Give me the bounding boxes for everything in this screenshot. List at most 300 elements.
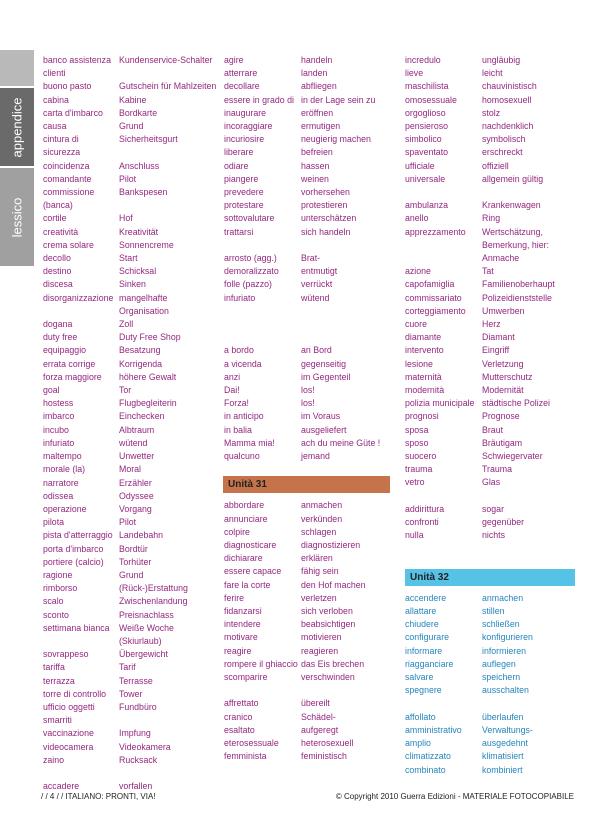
german-translation: in der Lage sein zu [301, 94, 376, 105]
vocab-entry [224, 54, 390, 67]
german-translation: eröffnen [301, 107, 334, 118]
german-translation: Landebahn [119, 530, 164, 541]
vocab-entry [224, 592, 390, 605]
column-2 [224, 54, 390, 763]
german-translation: Bankspesen [119, 187, 168, 198]
vocab-entry [405, 146, 575, 159]
vocab-entry [405, 618, 575, 631]
german-translation: erklären [301, 553, 333, 564]
vocab-entry [224, 671, 390, 684]
german-translation: ermutigen [301, 121, 341, 132]
italian-term: cuore [405, 319, 428, 330]
vocab-entry [224, 410, 390, 423]
vocab-entry [43, 186, 223, 212]
german-translation: konfigurieren [482, 632, 533, 643]
italian-term: decollo [43, 253, 71, 264]
german-translation: allgemein gültig [482, 173, 544, 184]
german-translation: anmachen [301, 500, 343, 511]
german-translation: neugierig machen [301, 134, 371, 145]
italian-term: simbolico [405, 134, 442, 145]
german-translation: Verletzung [482, 358, 524, 369]
vocab-entry [43, 239, 223, 252]
italian-term: modernità [405, 385, 445, 396]
vocab-entry [43, 384, 223, 397]
italian-term: annunciare [224, 513, 268, 524]
vocab-entry [224, 226, 390, 239]
vocab-entry [224, 450, 390, 463]
italian-term: Mamma mia! [224, 437, 275, 448]
italian-term: disorganizzazione [43, 292, 114, 303]
side-tab-lessico[interactable] [0, 168, 34, 266]
italian-term: pensieroso [405, 121, 449, 132]
italian-term: affollato [405, 711, 436, 722]
italian-term: equipaggio [43, 345, 87, 356]
german-translation: jemand [301, 451, 330, 462]
footer [41, 792, 574, 801]
italian-term: lieve [405, 68, 424, 79]
footer-copyright: © Copyright 2010 Guerra Edizioni - MATERIALE FOTOCOPIABILE [335, 792, 574, 801]
vocab-entry [224, 146, 390, 159]
vocab-entry [405, 764, 575, 777]
italian-term: trattarsi [224, 226, 254, 237]
german-translation: den Hof machen [301, 579, 366, 590]
german-translation: entmutigt [301, 266, 338, 277]
german-translation: sogar [482, 503, 505, 514]
german-translation: Trauma [482, 464, 512, 475]
italian-term: fidanzarsi [224, 606, 262, 617]
german-translation: motivieren [301, 632, 342, 643]
vocab-entry [43, 582, 223, 595]
vocab-entry [224, 618, 390, 631]
german-translation: sich handeln [301, 226, 351, 237]
german-translation: verrückt [301, 279, 333, 290]
vocab-entry [43, 661, 223, 674]
vocab-entry [405, 410, 575, 423]
vocab-entry [405, 463, 575, 476]
german-translation: Gutschein für Mahlzeiten [119, 81, 217, 92]
italian-term: polizia municipale [405, 398, 475, 409]
german-translation: ausgedehnt [482, 738, 528, 749]
italian-term: demoralizzato [224, 266, 279, 277]
vocab-entry [405, 371, 575, 384]
german-translation: Besatzung [119, 345, 161, 356]
vocab-group-expressions [224, 344, 390, 463]
german-translation: beabsichtigen [301, 619, 356, 630]
german-translation: Tower [119, 688, 143, 699]
german-translation: nachdenklich [482, 121, 534, 132]
vocab-entry [224, 173, 390, 186]
vocab-entry [43, 556, 223, 569]
german-translation: Krankenwagen [482, 200, 541, 211]
vocab-entry [224, 539, 390, 552]
german-translation: Eingriff [482, 345, 510, 356]
italian-term: terrazza [43, 675, 75, 686]
italian-term: cabina [43, 94, 69, 105]
vocab-entry [405, 658, 575, 671]
german-translation: hassen [301, 160, 330, 171]
italian-term: carta d'imbarco [43, 107, 103, 118]
german-translation: Vorgang [119, 503, 152, 514]
vocab-entry [224, 565, 390, 578]
vocab-entry [43, 569, 223, 582]
german-translation: homosexuell [482, 94, 532, 105]
german-translation: Wertschätzung, Bemerkung, hier: Anmache [482, 226, 549, 264]
german-translation: Erzähler [119, 477, 152, 488]
german-translation: auflegen [482, 658, 516, 669]
side-tab-lessico-label: lessico [9, 197, 25, 237]
vocab-entry [224, 67, 390, 80]
vocab-entry [43, 358, 223, 371]
italian-term: causa [43, 121, 67, 132]
vocab-entry [43, 133, 223, 159]
vocab-entry [405, 450, 575, 463]
italian-term: sconto [43, 609, 69, 620]
german-translation: Grund [119, 569, 144, 580]
vocab-entry [43, 212, 223, 225]
vocab-entry [224, 499, 390, 512]
german-translation: symbolisch [482, 134, 526, 145]
italian-term: sposa [405, 424, 429, 435]
italian-term: errata corrige [43, 358, 96, 369]
italian-term: pilota [43, 517, 65, 528]
vocab-entry [43, 490, 223, 503]
vocab-entry [405, 397, 575, 410]
german-translation: Kreativität [119, 226, 159, 237]
vocab-entry [43, 107, 223, 120]
german-translation: sich verloben [301, 606, 353, 617]
german-translation: Moral [119, 464, 141, 475]
italian-term: torre di controllo [43, 688, 107, 699]
german-translation: feministisch [301, 751, 347, 762]
german-translation: los! [301, 385, 315, 396]
italian-term: dogana [43, 319, 73, 330]
vocab-entry [43, 318, 223, 331]
vocab-entry [224, 724, 390, 737]
vocab-entry [43, 648, 223, 661]
vocab-entry [405, 226, 575, 266]
vocab-entry [224, 278, 390, 291]
vocab-group-nouns [405, 199, 575, 489]
vocab-entry [43, 529, 223, 542]
italian-term: accendere [405, 592, 447, 603]
italian-term: nulla [405, 530, 424, 541]
italian-term: cortile [43, 213, 67, 224]
vocab-entry [43, 265, 223, 278]
german-translation: vorfallen [119, 781, 153, 792]
italian-term: protestare [224, 200, 264, 211]
german-translation: Herz [482, 319, 501, 330]
italian-term: forza maggiore [43, 371, 102, 382]
vocab-entry [405, 305, 575, 318]
german-translation: informieren [482, 645, 527, 656]
italian-term: azione [405, 266, 431, 277]
vocab-entry [405, 292, 575, 305]
german-translation: Duty Free Shop [119, 332, 181, 343]
vocab-entry [224, 579, 390, 592]
italian-term: maltempo [43, 451, 82, 462]
italian-term: Dai! [224, 385, 240, 396]
vocab-entry [405, 199, 575, 212]
vocab-entry [405, 384, 575, 397]
italian-term: scomparire [224, 672, 268, 683]
german-translation: Pilot [119, 173, 137, 184]
italian-term: reagire [224, 645, 252, 656]
german-translation: überlaufen [482, 711, 524, 722]
vocab-entry [43, 120, 223, 133]
vocab-entry [43, 344, 223, 357]
italian-term: agire [224, 55, 244, 65]
vocab-entry [43, 675, 223, 688]
italian-term: rompere il ghiaccio [224, 658, 298, 669]
german-translation: Korrigenda [119, 358, 163, 369]
italian-term: comandante [43, 173, 92, 184]
vocab-entry [43, 503, 223, 516]
italian-term: fare la corte [224, 579, 271, 590]
italian-term: narratore [43, 477, 79, 488]
vocab-entry [405, 631, 575, 644]
italian-term: ambulanza [405, 200, 449, 211]
vocab-entry [405, 54, 575, 67]
vocab-entry [43, 160, 223, 173]
italian-term: settimana bianca [43, 622, 110, 633]
vocab-entry [43, 595, 223, 608]
german-translation: los! [301, 398, 315, 409]
italian-term: suocero [405, 451, 437, 462]
german-translation: Fundbüro [119, 701, 157, 712]
italian-term: portiere (calcio) [43, 556, 104, 567]
side-tab-appendice[interactable] [0, 88, 34, 166]
italian-term: ufficio oggetti smarriti [43, 701, 95, 726]
vocab-entry [43, 54, 223, 80]
italian-term: informare [405, 645, 443, 656]
german-translation: Weiße Woche (Skiurlaub) [119, 622, 174, 646]
footer-page-info: / / 4 / / ITALIANO: PRONTI, VIA! [41, 792, 156, 801]
vocab-entry [224, 212, 390, 225]
german-translation: höhere Gewalt [119, 371, 177, 382]
italian-term: odiare [224, 160, 249, 171]
italian-term: piangere [224, 173, 259, 184]
vocab-entry [224, 107, 390, 120]
vocab-entry [405, 173, 575, 186]
german-translation: Torhüter [119, 556, 152, 567]
vocab-entry [224, 750, 390, 763]
italian-term: dichiarare [224, 553, 263, 564]
german-translation: Bordkarte [119, 107, 158, 118]
italian-term: lesione [405, 358, 433, 369]
italian-term: vaccinazione [43, 728, 94, 739]
vocab-group-verbs [224, 54, 390, 239]
vocab-entry [43, 410, 223, 423]
german-translation: Einchecken [119, 411, 165, 422]
vocab-entry [405, 331, 575, 344]
vocab-entry [405, 358, 575, 371]
italian-term: prognosi [405, 411, 439, 422]
vocab-entry [405, 318, 575, 331]
vocab-entry [43, 226, 223, 239]
italian-term: riagganciare [405, 658, 454, 669]
german-translation: Modernität [482, 385, 524, 396]
italian-term: apprezzamento [405, 226, 466, 237]
italian-term: intendere [224, 619, 261, 630]
italian-term: liberare [224, 147, 254, 158]
vocab-entry [224, 186, 390, 199]
italian-term: anello [405, 213, 429, 224]
german-translation: offiziell [482, 160, 509, 171]
vocab-entry [224, 252, 390, 265]
vocab-entry [43, 741, 223, 754]
vocab-entry [224, 605, 390, 618]
vocab-entry [224, 344, 390, 357]
german-translation: Glas [482, 477, 501, 488]
vocab-entry [43, 292, 223, 318]
italian-term: destino [43, 266, 72, 277]
german-translation: leicht [482, 68, 503, 79]
italian-term: operazione [43, 503, 87, 514]
german-translation: Familienoberhaupt [482, 279, 555, 290]
italian-term: a bordo [224, 345, 254, 356]
german-translation: mangelhafte Organisation [119, 292, 169, 316]
vocab-entry [43, 450, 223, 463]
vocab-entry [405, 278, 575, 291]
italian-term: addirittura [405, 503, 445, 514]
vocab-entry [43, 397, 223, 410]
italian-term: buono pasto [43, 81, 92, 92]
italian-term: atterrare [224, 68, 258, 79]
italian-term: morale (la) [43, 464, 86, 475]
italian-term: infuriato [224, 292, 256, 303]
italian-term: Forza! [224, 398, 249, 409]
italian-term: femminista [224, 751, 267, 762]
vocab-entry [224, 552, 390, 565]
side-tab-decoration [0, 50, 34, 86]
vocab-entry [224, 437, 390, 450]
italian-term: sovrappeso [43, 649, 89, 660]
german-translation: Sonnencreme [119, 239, 174, 250]
vocab-entry [405, 212, 575, 225]
vocab-entry [43, 94, 223, 107]
vocab-entry [224, 384, 390, 397]
vocab-entry [224, 645, 390, 658]
german-translation: verkünden [301, 513, 343, 524]
italian-term: infuriato [43, 437, 75, 448]
italian-term: incubo [43, 424, 69, 435]
german-translation: weinen [301, 173, 329, 184]
vocab-entry [405, 160, 575, 173]
german-translation: Tat [482, 266, 494, 277]
italian-term: decollare [224, 81, 260, 92]
german-translation: Ring [482, 213, 501, 224]
italian-term: in balia [224, 424, 252, 435]
unit-32-verbs [405, 592, 575, 698]
italian-term: universale [405, 173, 446, 184]
german-translation: Albtraum [119, 424, 155, 435]
german-translation: Kundenservice-Schalter [119, 55, 213, 65]
vocab-entry [405, 711, 575, 724]
german-translation: Tarif [119, 662, 136, 673]
italian-term: spegnere [405, 685, 442, 696]
german-translation: Sicherheitsgurt [119, 134, 178, 145]
german-translation: stolz [482, 107, 501, 118]
vocab-entry [405, 67, 575, 80]
italian-term: maschilista [405, 81, 449, 92]
german-translation: fähig sein [301, 566, 339, 577]
italian-term: goal [43, 385, 60, 396]
german-translation: Polizeidienststelle [482, 292, 552, 303]
vocab-entry [405, 265, 575, 278]
vocab-entry [224, 737, 390, 750]
vocab-entry [43, 727, 223, 740]
german-translation: Sinken [119, 279, 146, 290]
italian-term: trauma [405, 464, 433, 475]
german-translation: Schädel- [301, 711, 336, 722]
italian-term: in anticipo [224, 411, 264, 422]
italian-term: abbordare [224, 500, 265, 511]
vocab-entry [405, 94, 575, 107]
vocab-entry [405, 592, 575, 605]
german-translation: Flugbegleiterin [119, 398, 177, 409]
vocab-entry [43, 371, 223, 384]
italian-term: chiudere [405, 619, 439, 630]
german-translation: Bräutigam [482, 437, 523, 448]
german-translation: Übergewicht [119, 649, 168, 660]
italian-term: essere in grado di [224, 94, 294, 105]
italian-term: discesa [43, 279, 73, 290]
italian-term: intervento [405, 345, 444, 356]
unit-31-verbs [224, 499, 390, 684]
side-tab-appendice-label: appendice [9, 97, 25, 157]
german-translation: verletzen [301, 592, 337, 603]
italian-term: combinato [405, 764, 446, 775]
italian-term: motivare [224, 632, 258, 643]
italian-term: duty free [43, 332, 78, 343]
vocab-entry [43, 477, 223, 490]
german-translation: Start [119, 253, 138, 264]
italian-term: inaugurare [224, 107, 267, 118]
italian-term: hostess [43, 398, 74, 409]
german-translation: Preisnachlass [119, 609, 174, 620]
italian-term: sposo [405, 437, 429, 448]
vocab-entry [43, 463, 223, 476]
italian-term: omosessuale [405, 94, 457, 105]
german-translation: im Voraus [301, 411, 341, 422]
german-translation: Brat- [301, 253, 321, 264]
italian-term: salvare [405, 672, 434, 683]
vocab-entry [43, 424, 223, 437]
vocab-entry [224, 94, 390, 107]
italian-term: colpire [224, 526, 250, 537]
vocab-entry [224, 397, 390, 410]
italian-term: orgoglioso [405, 107, 446, 118]
vocab-entry [405, 529, 575, 542]
italian-term: vetro [405, 477, 425, 488]
german-translation: wütend [119, 437, 148, 448]
italian-term: essere capace [224, 566, 282, 577]
italian-term: anzi [224, 371, 241, 382]
german-translation: das Eis brechen [301, 658, 365, 669]
german-translation: unterschätzen [301, 213, 357, 224]
german-translation: Schwiegervater [482, 451, 543, 462]
vocab-entry [405, 605, 575, 618]
italian-term: diagnosticare [224, 540, 277, 551]
italian-term: porta d'imbarco [43, 543, 104, 554]
german-translation: Zoll [119, 319, 134, 330]
german-translation: Zwischenlandung [119, 596, 188, 607]
vocab-entry [224, 133, 390, 146]
german-translation: speichern [482, 672, 521, 683]
italian-term: odissea [43, 490, 74, 501]
german-translation: Braut [482, 424, 504, 435]
vocab-entry [224, 658, 390, 671]
